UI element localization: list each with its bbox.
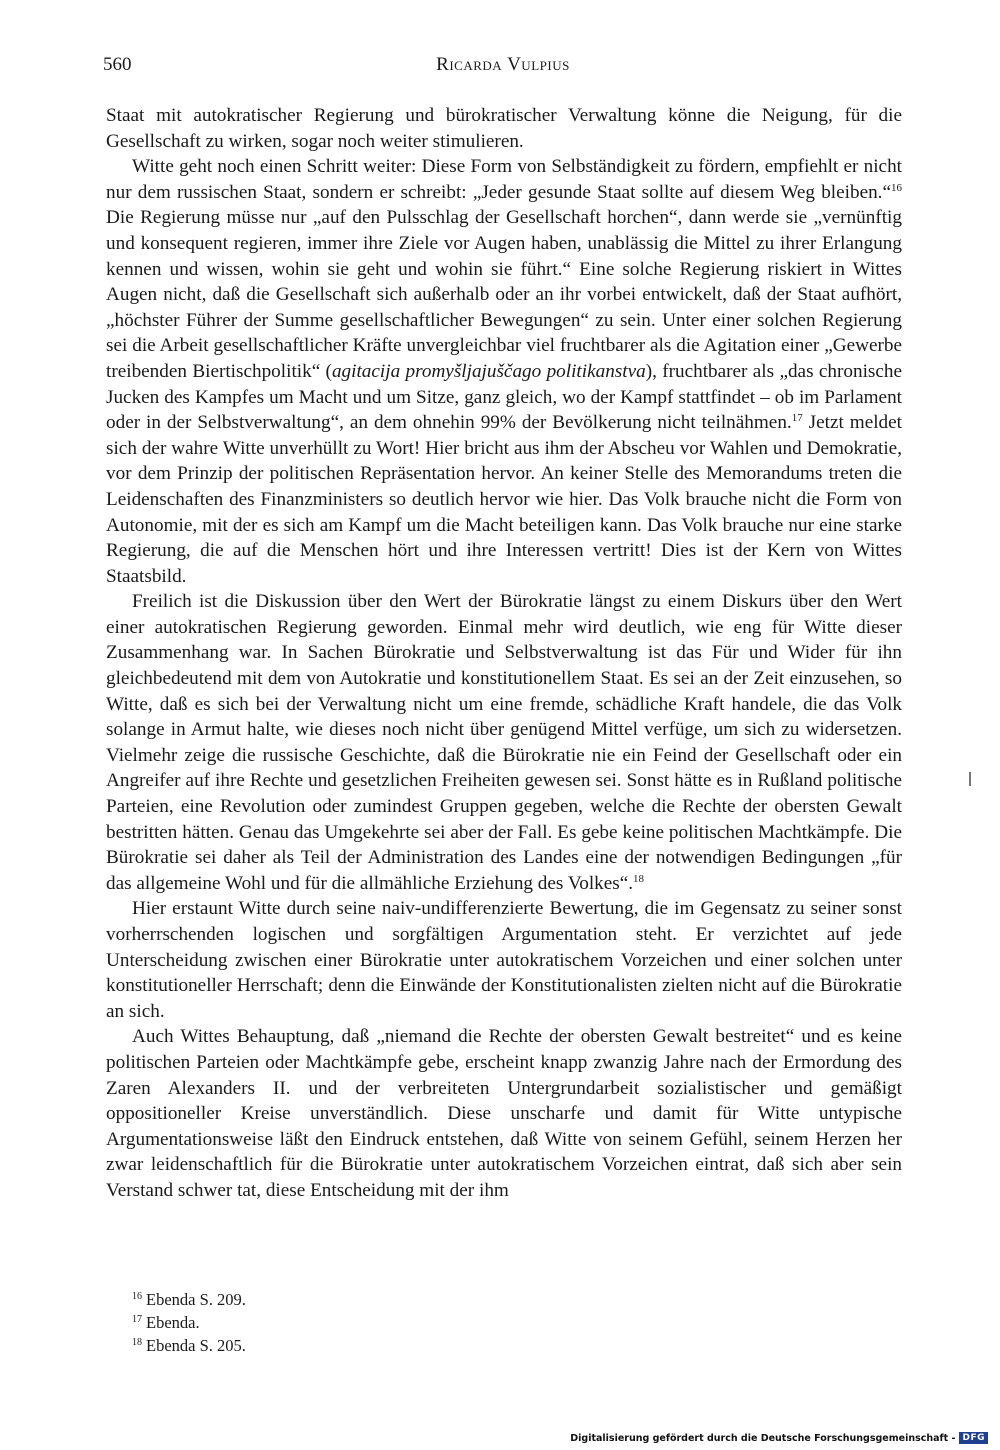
- paragraph: [106, 589, 902, 896]
- text-run: ), fruchtbarer als „das chronische Jucken des Kampfes um Macht und um Sitze, ganz gleich, wo der Kampf stattfindet – ob im Parlament oder in der Selbstverwaltung“, an dem ohnehin 99% der Bevölkerung nicht teilnähmen.: [106, 360, 902, 434]
- footer-note: [570, 1432, 988, 1444]
- footnote-reference: 17: [791, 412, 803, 425]
- footnote: [132, 1288, 632, 1311]
- text-run: Witte geht noch einen Schritt weiter: Diese Form von Selbständigkeit zu fördern, empfiehlt er nicht nur dem russischen Staat, sondern er schreibt: „Jeder gesunde Staat sollte auf diesem Weg bleiben.“: [106, 156, 902, 203]
- italic-term: agitacija promyšljajuščago politikanstva: [331, 360, 646, 382]
- scan-speck: [969, 772, 971, 786]
- footnote-text: Ebenda S. 205.: [146, 1336, 246, 1355]
- footnote-number: 16: [132, 1291, 142, 1302]
- footnote: [132, 1311, 632, 1334]
- page-number: 560: [103, 54, 132, 75]
- paragraph: [106, 154, 902, 589]
- text-run: Staat mit autokratischer Regierung und bürokratischer Verwaltung könne die Neigung, für die Gesellschaft zu wirken, sogar noch weiter stimulieren.: [106, 105, 902, 152]
- footnote-reference: 16: [891, 181, 902, 194]
- footnote-reference: 18: [633, 872, 645, 885]
- footnote-number: 18: [132, 1337, 142, 1348]
- footnote-text: Ebenda.: [146, 1313, 200, 1332]
- page-header: [103, 54, 903, 82]
- paragraph: [106, 103, 902, 154]
- footnote: [132, 1334, 632, 1357]
- paragraph: [106, 1024, 902, 1203]
- dfg-logo: DFG: [959, 1432, 988, 1444]
- running-head: Ricarda Vulpius: [436, 54, 570, 75]
- funding-note: Digitalisierung gefördert durch die Deutsche Forschungsgemeinschaft -: [570, 1432, 956, 1444]
- text-run: Die Regierung müsse nur „auf den Pulsschlag der Gesellschaft horchen“, dann werde sie „vernünftig und konsequent regieren, immer ihre Ziele vor Augen haben, unablässig die Mittel zu ihrer Erlangung kennen und wissen, wohin sie geht und wohin sie führt.“ Eine solche Regierung riskiert in Wittes Augen nicht, daß die Gesellschaft sich außerhalb oder an ihr vorbei entwickelt, daß der Staat aufhört, „höchster Führer der Summe gesellschaftlicher Bewegungen“ zu sein. Unter einer solchen Regierung sei die Arbeit gesellschaftlicher Kräfte unvergleichbar viel fruchtbarer als die Agitation einer „Gewerbe treibenden Biertischpolitik“ (: [106, 207, 902, 382]
- text-run: Freilich ist die Diskussion über den Wert der Bürokratie längst zu einem Diskurs über den Wert einer autokratischen Regierung geworden. Einmal mehr wird deutlich, wie eng für Witte dieser Zusammenhang war. In Sachen Bürokratie und Selbstverwaltung ist das Für und Wider für ihn gleichbedeutend mit dem von Autokratie und konstitutionellem Staat. Es sei an der Zeit einzusehen, so Witte, daß es sich bei der Verwaltung nicht um eine fremde, schädliche Kraft handele, die das Volk solange in Armut halte, wie dieses noch nicht über genügend Mittel verfüge, um sich zu widersetzen. Vielmehr zeige die russische Geschichte, daß die Bürokratie nie ein Feind der Gesellschaft oder ein Angreifer auf ihre Rechte und gesetzlichen Freiheiten gewesen sei. Sonst hätte es in Rußland politische Parteien, eine Revolution oder zumindest Gruppen gegeben, welche die Rechte der obersten Gewalt bestritten hätten. Genau das Umgekehrte sei aber der Fall. Es gebe keine politischen Machtkämpfe. Die Bürokratie sei daher als Teil der Administration des Landes eine der notwendigen Bedingungen „für das allgemeine Wohl und für die allmähliche Erziehung des Volkes“.: [106, 591, 902, 894]
- text-run: Auch Wittes Behauptung, daß „niemand die Rechte der obersten Gewalt bestreitet“ und es keine politischen Parteien oder Machtkämpfe gebe, erscheint knapp zwanzig Jahre nach der Ermordung des Zaren Alexanders II. und der verbreiteten Untergrundarbeit sozialistischer und gemäßigt oppositioneller Kreise unverständlich. Diese unscharfe und damit für Witte untypische Argumentationsweise läßt den Eindruck entstehen, daß Witte von seinem Gefühl, seinem Herzen her zwar leidenschaftlich für die Bürokratie unter autokratischem Vorzeichen eintrat, daß sich aber sein Verstand schwer tat, diese Entscheidung mit der ihm: [106, 1026, 902, 1201]
- body-text: [106, 103, 902, 1204]
- paragraph: [106, 896, 902, 1024]
- footnote-text: Ebenda S. 209.: [146, 1290, 246, 1309]
- text-run: Jetzt meldet sich der wahre Witte unverhüllt zu Wort! Hier bricht aus ihm der Abscheu vor Wahlen und Demokratie, vor dem Prinzip der politischen Repräsentation hervor. An keiner Stelle des Memorandums treten die Leidenschaften des Finanzministers so deutlich hervor wie hier. Das Volk brauche nicht die Form von Autonomie, mit der es sich am Kampf um die Macht beteiligen kann. Das Volk brauche nur eine starke Regierung, die auf die Menschen hört und ihre Interessen vertritt! Dies ist der Kern von Wittes Staatsbild.: [106, 412, 903, 587]
- footnotes: [132, 1288, 632, 1357]
- text-run: Hier erstaunt Witte durch seine naiv-undifferenzierte Bewertung, die im Gegensatz zu seiner sonst vorherrschenden logischen und sorgfältigen Argumentation steht. Er verzichtet auf jede Unterscheidung zwischen einer Bürokratie unter autokratischem Vorzeichen und einer solchen unter konstitutioneller Herrschaft; denn die Einwände der Konstitutionalisten zielten nicht auf die Bürokratie an sich.: [106, 898, 902, 1022]
- footnote-number: 17: [132, 1314, 142, 1325]
